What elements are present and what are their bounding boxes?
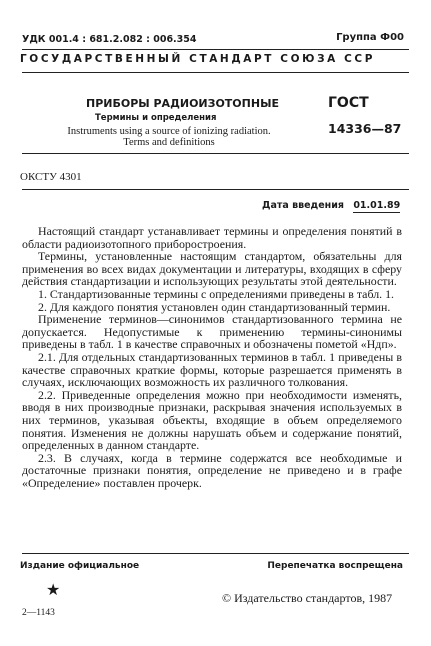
top-rule-lower bbox=[22, 72, 409, 73]
gost-number: 14336—87 bbox=[328, 121, 402, 136]
gost-label: ГОСТ bbox=[328, 95, 369, 111]
paragraph: 2.3. В случаях, когда в термине содержатся все необходимые и достаточные признаки понятия, определение не приведено и в графе «Определение» поставлен прочерк. bbox=[22, 450, 402, 490]
official-edition: Издание официальное bbox=[20, 561, 140, 571]
document-subtitle: Термины и определения bbox=[95, 113, 217, 123]
okstu-code: ОКСТУ 4301 bbox=[20, 171, 82, 183]
group-code: Группа Ф00 bbox=[336, 32, 404, 43]
paragraph: 2.2. Приведенные определения можно при необходимости изменять, вводя в них производные признаки, раскрывая значения используемых в них терминов, указывая объекты, входящие в объем определяемого понятия. Изменения не должны нарушать объем и содержание понятий, определенных в данном стандарте. bbox=[22, 387, 402, 453]
state-standard-banner: ГОСУДАРСТВЕННЫЙ СТАНДАРТ СОЮЗА ССР bbox=[20, 53, 376, 65]
paragraph: 1. Стандартизованные термины с определениями приведены в табл. 1. bbox=[38, 286, 395, 301]
paragraph: Применение терминов—синонимов стандартизованного термина не допускается. Недопустимые к применению термины-синонимы приведены в табл. 1 в качестве справочных и обозначены пометой «Ндп». bbox=[22, 312, 402, 352]
star-icon: ★ bbox=[46, 582, 61, 599]
english-title-line2: Terms and definitions bbox=[123, 137, 215, 148]
english-title bbox=[54, 126, 284, 148]
body-text bbox=[22, 225, 402, 489]
reprint-prohibited: Перепечатка воспрещена bbox=[267, 561, 403, 571]
paragraph: Настоящий стандарт устанавливает термины и определения понятий в области радиоизотопного приборостроения. bbox=[22, 224, 402, 251]
document-title: ПРИБОРЫ РАДИОИЗОТОПНЫЕ bbox=[86, 97, 279, 110]
title-rule bbox=[22, 153, 409, 154]
paragraph: 2.1. Для отдельных стандартизованных терминов в табл. 1 приведены в качестве справочных краткие формы, которые разрешается применять в случаях, исключающих возможность их различного толкования. bbox=[22, 349, 402, 390]
okstu-rule bbox=[22, 189, 409, 190]
introduction-date-label: Дата введения bbox=[262, 200, 344, 211]
paragraph: 2. Для каждого понятия установлен один стандартизованный термин. bbox=[38, 299, 391, 314]
footer-rule bbox=[22, 553, 409, 554]
copyright: © Издательство стандартов, 1987 bbox=[222, 591, 393, 605]
english-title-line1: Instruments using a source of ionizing radiation. bbox=[67, 126, 271, 137]
paragraph: Термины, установленные настоящим стандартом, обязательны для применения во всех видах документации и литературы, входящих в сферу действия стандартизации и использующих результаты этой деятельности. bbox=[22, 249, 402, 289]
introduction-date bbox=[262, 200, 400, 211]
top-rule-upper bbox=[22, 49, 409, 50]
introduction-date-value: 01.01.89 bbox=[353, 200, 401, 211]
print-code: 2—1143 bbox=[22, 608, 55, 618]
udk-code: УДК 001.4 : 681.2.082 : 006.354 bbox=[22, 34, 197, 45]
